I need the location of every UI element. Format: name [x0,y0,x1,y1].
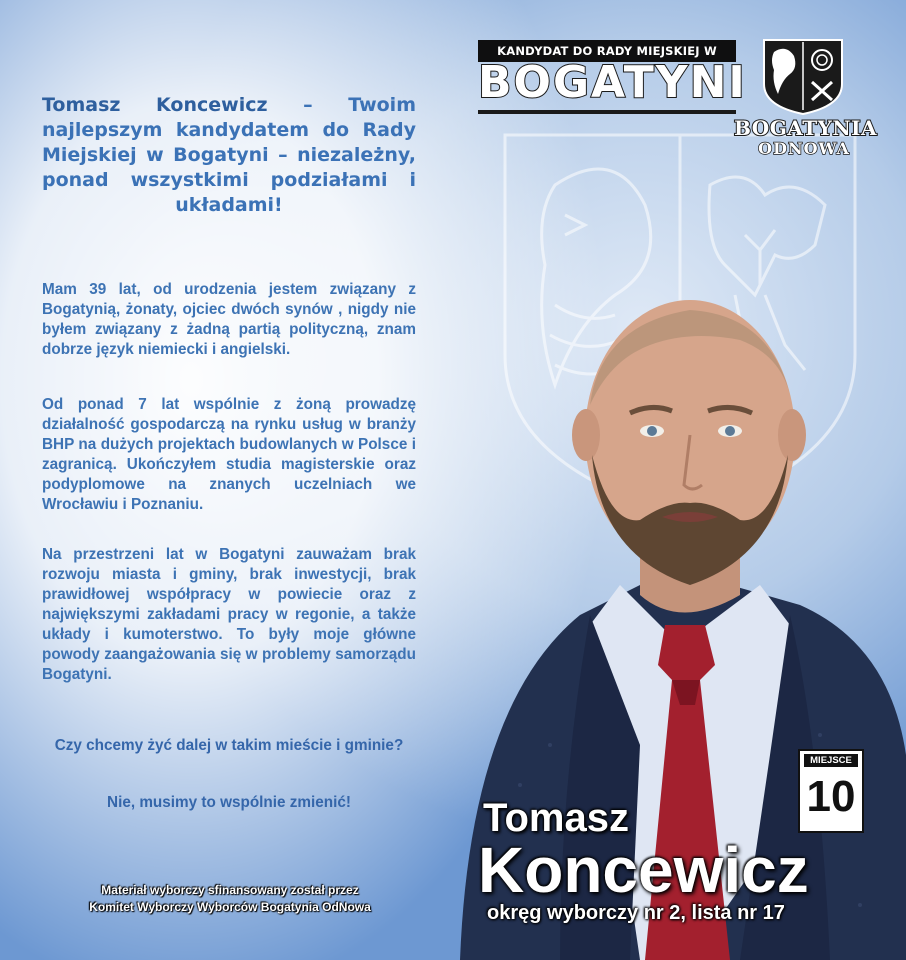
header-city: BOGATYNI [478,57,747,108]
candidate-last-name: Koncewicz [478,834,809,906]
header-label: KANDYDAT DO RADY MIEJSKIEJ W [478,40,736,62]
bio-paragraph-personal: Mam 39 lat, od urodzenia jestem związany z Bogatynią, żonaty, ojciec dwóch synów , nigdy nie byłem związany z żadną partią polityczną, znam dobrze język niemiecki i angielski. [42,281,416,358]
disclaimer-line-2: Komitet Wyborczy Wyborców Bogatynia OdNowa [89,900,371,914]
electoral-district: okręg wyborczy nr 2, lista nr 17 [487,902,785,924]
disclaimer-line-1: Materiał wyborczy sfinansowany został przez [101,883,359,897]
candidate-first-name: Tomasz [483,796,629,840]
closing-answer: Nie, musimy to wspólnie zmienić! [107,794,351,811]
bio-paragraph-motivation: Na przestrzeni lat w Bogatyni zauważam brak rozwoju miasta i gminy, brak inwestycji, brak prawidłowej współpracy w powiecie oraz z największymi zakładami pracy w regonie, a także układy i kumoterstwo. To były moje główne powody zaangażowania się w problemy samorządu Bogatyni. [42,546,416,683]
ballot-position-badge [798,749,864,833]
closing-question: Czy chcemy żyć dalej w takim mieście i gminie? [54,737,404,754]
header-divider [478,110,736,114]
funding-disclaimer [30,882,430,916]
party-name-suffix: ODNOWA [758,139,850,158]
ballot-position-number: 10 [806,772,856,821]
headline-text: – Twoim najlepszym kandydatem do Rady Miejskiej w Bogatyni – niezależny, ponad wszystkimi podziałami i układami! [42,94,416,216]
headline [42,93,416,218]
eagle-coat-of-arms-icon [762,38,844,116]
headline-candidate-name: Tomasz Koncewicz [42,94,268,116]
ballot-position-label: MIEJSCE [804,754,858,767]
bio-paragraph-career: Od ponad 7 lat wspólnie z żoną prowadzę działalność gospodarczą na rynku usług w branży BHP na dużych projektach budowlanych w Polsce i zagranicą. Ukończyłem studia magisterskie oraz podyplomowe na znanych uczelniach we Wrocławiu i Poznaniu. [42,396,416,513]
party-name: BOGATYNIA [734,116,878,140]
